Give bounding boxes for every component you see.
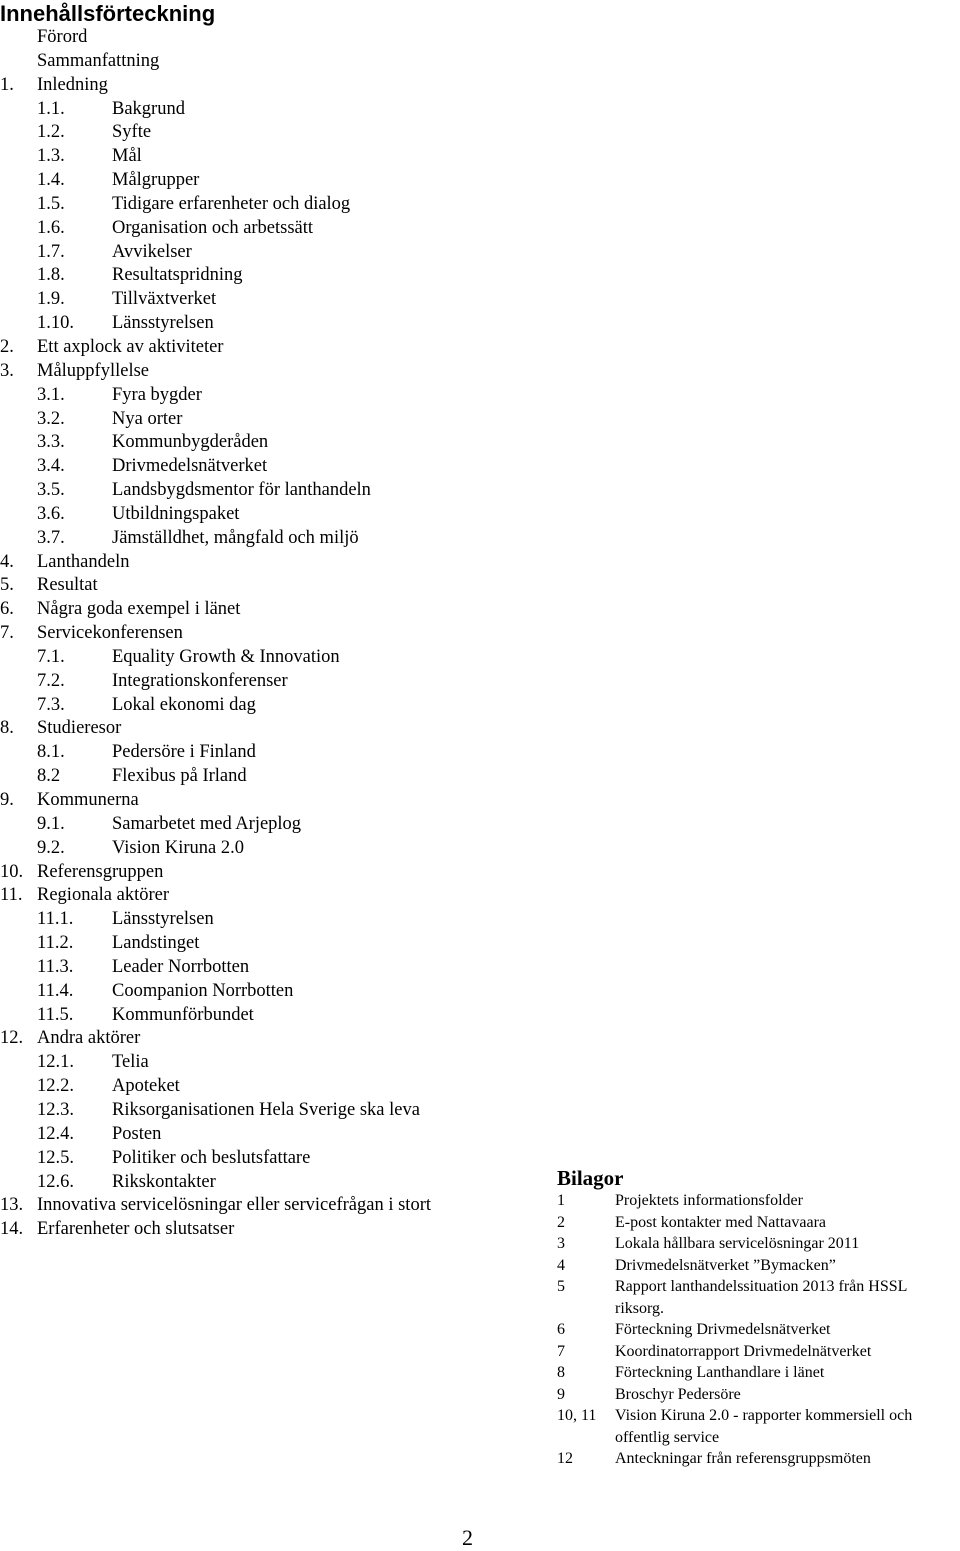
toc-entry-number: 1.6.: [37, 217, 65, 238]
toc-entry: [0, 694, 520, 718]
toc-entry-title: Syfte: [112, 122, 152, 143]
toc-entry-title: Sammanfattning: [37, 50, 160, 71]
toc-entry-title: Leader Norrbotten: [112, 956, 250, 977]
toc-entry-title: Erfarenheter och slutsatser: [37, 1219, 235, 1240]
bilaga-number: 7: [557, 1342, 565, 1360]
toc-entry-number: 3.3.: [37, 432, 65, 453]
bilagor-heading: Bilagor: [557, 1166, 624, 1190]
toc-entry-number: 11.3.: [37, 956, 74, 977]
toc-entry-number: 11.1.: [37, 909, 74, 930]
bilaga-item: [557, 1319, 957, 1341]
toc-entry-number: 12.5.: [37, 1147, 74, 1168]
toc-entry-number: 11.5.: [37, 1004, 74, 1025]
toc-entry: [0, 598, 520, 622]
bilaga-title: Vision Kiruna 2.0 - rapporter kommersiell och offentlig service: [615, 1407, 913, 1446]
toc-entry-title: Riksorganisationen Hela Sverige ska leva: [112, 1099, 420, 1120]
toc-entry: [0, 217, 520, 241]
bilaga-item: [557, 1190, 957, 1212]
toc-entry-number: 3.7.: [37, 527, 65, 548]
toc-entry: [0, 1171, 520, 1195]
toc-entry-title: Inledning: [37, 74, 108, 95]
toc-entry-number: 12.6.: [37, 1171, 74, 1192]
bilaga-title: Förteckning Lanthandlare i länet: [615, 1364, 825, 1381]
bilaga-number: 1: [557, 1192, 565, 1209]
toc-entry: [0, 408, 520, 432]
bilaga-item: [557, 1405, 957, 1448]
toc-entry-number: 1.: [0, 74, 14, 95]
bilaga-title: Projektets informationsfolder: [615, 1192, 803, 1209]
toc-entry: [0, 908, 520, 932]
toc-entry: [0, 574, 520, 598]
bilaga-number: 6: [557, 1321, 565, 1338]
toc-entry-title: Samarbetet med Arjeplog: [112, 813, 302, 834]
bilaga-title: E-post kontakter med Nattavaara: [615, 1213, 827, 1231]
toc-entry-title: Fyra bygder: [112, 384, 202, 405]
toc-entry-title: Landsbygdsmentor för lanthandeln: [112, 480, 371, 501]
bilaga-item: [557, 1255, 957, 1277]
toc-entry-number: 3.4.: [37, 456, 65, 477]
toc-entry: [0, 884, 520, 908]
toc-entry-title: Tillväxtverket: [112, 289, 217, 310]
toc-entry-title: Andra aktörer: [37, 1028, 141, 1049]
toc-entry-number: 12.3.: [37, 1099, 74, 1120]
toc-entry-title: Mål: [112, 146, 142, 167]
toc-entry: [0, 26, 520, 50]
table-of-contents: [0, 26, 520, 1242]
toc-entry-title: Kommunerna: [37, 790, 139, 810]
toc-entry: [0, 717, 520, 741]
toc-entry: [0, 646, 520, 670]
toc-entry: [0, 837, 520, 861]
toc-entry-number: 5.: [0, 575, 14, 596]
toc-entry-number: 12.: [0, 1028, 24, 1049]
toc-entry: [0, 241, 520, 265]
toc-entry: [0, 622, 520, 646]
toc-entry-title: Organisation och arbetssätt: [112, 217, 314, 238]
page-number: 2: [462, 1525, 473, 1550]
toc-entry-title: Servicekonferensen: [37, 623, 183, 644]
toc-entry-number: 2.: [0, 336, 14, 357]
toc-entry-number: 12.1.: [37, 1052, 74, 1073]
toc-entry: [0, 1099, 520, 1123]
toc-entry-number: 8.1.: [37, 742, 65, 763]
toc-entry: [0, 861, 520, 885]
bilaga-title: Anteckningar från referensgruppsmöten: [615, 1450, 871, 1467]
toc-entry: [0, 1123, 520, 1147]
bilaga-number: 5: [557, 1278, 565, 1295]
toc-entry-number: 3.6.: [37, 503, 65, 524]
toc-entry-number: 12.4.: [37, 1123, 74, 1144]
toc-entry: [0, 503, 520, 527]
toc-entry-title: Politiker och beslutsfattare: [112, 1147, 311, 1168]
toc-entry: [0, 670, 520, 694]
toc-entry: [0, 360, 520, 384]
toc-entry-number: 7.2.: [37, 670, 65, 691]
toc-entry-title: Målgrupper: [112, 170, 200, 191]
bilaga-title: Rapport lanthandelssituation 2013 från HSSL riksorg.: [615, 1278, 907, 1317]
toc-entry: [0, 145, 520, 169]
toc-entry-title: Jämställdhet, mångfald och miljö: [112, 527, 359, 548]
toc-entry: [0, 789, 520, 813]
bilaga-title: Koordinatorrapport Drivmedelnätverket: [615, 1342, 872, 1360]
toc-entry: [0, 121, 520, 145]
toc-entry-number: 13.: [0, 1195, 24, 1216]
bilaga-title: Lokala hållbara servicelösningar 2011: [615, 1235, 860, 1252]
toc-entry-title: Lanthandeln: [37, 551, 130, 572]
bilaga-number: 4: [557, 1256, 565, 1274]
toc-entry: [0, 288, 520, 312]
toc-entry-number: 11.4.: [37, 980, 74, 1001]
toc-entry: [0, 169, 520, 193]
bilaga-number: 3: [557, 1235, 565, 1252]
toc-entry-number: 3.1.: [37, 384, 65, 405]
toc-entry: [0, 813, 520, 837]
bilaga-number: 8: [557, 1364, 565, 1381]
toc-entry-title: Länsstyrelsen: [112, 313, 214, 334]
toc-entry-title: Måluppfyllelse: [37, 360, 150, 381]
toc-entry: [0, 551, 520, 575]
toc-entry: [0, 455, 520, 479]
bilaga-item: [557, 1233, 957, 1255]
toc-entry-number: 1.10.: [37, 313, 74, 334]
toc-entry: [0, 527, 520, 551]
toc-entry-number: 6.: [0, 599, 14, 620]
toc-entry-number: 9.: [0, 790, 14, 810]
bilaga-title: Förteckning Drivmedelsnätverket: [615, 1321, 831, 1338]
toc-entry-title: Rikskontakter: [112, 1171, 216, 1192]
toc-entry-title: Pedersöre i Finland: [112, 742, 256, 763]
toc-entry: [0, 98, 520, 122]
toc-entry-title: Studieresor: [37, 718, 122, 739]
toc-entry-title: Några goda exempel i länet: [37, 599, 241, 620]
toc-entry-title: Kommunbygderåden: [112, 432, 269, 453]
toc-entry-number: 9.2.: [37, 837, 65, 858]
toc-entry-number: 1.5.: [37, 193, 65, 214]
toc-entry-number: 1.4.: [37, 170, 65, 191]
toc-entry: [0, 1027, 520, 1051]
toc-entry-title: Länsstyrelsen: [112, 909, 214, 930]
toc-entry: [0, 384, 520, 408]
bilaga-number: 2: [557, 1213, 565, 1231]
toc-entry-number: 1.9.: [37, 289, 65, 310]
toc-entry: [0, 932, 520, 956]
toc-entry-title: Bakgrund: [112, 98, 185, 119]
toc-entry: [0, 193, 520, 217]
toc-entry-title: Posten: [112, 1123, 162, 1144]
toc-entry-title: Equality Growth & Innovation: [112, 646, 340, 667]
toc-entry-number: 11.2.: [37, 933, 74, 954]
toc-entry-number: 8.2: [37, 766, 61, 787]
toc-entry-title: Utbildningspaket: [112, 503, 240, 524]
toc-entry-number: 7.3.: [37, 694, 65, 715]
toc-entry-title: Ett axplock av aktiviteter: [37, 336, 224, 357]
bilaga-number: 12: [557, 1450, 573, 1467]
bilaga-item: [557, 1362, 957, 1384]
toc-entry-title: Coompanion Norrbotten: [112, 980, 294, 1001]
bilaga-item: [557, 1276, 957, 1319]
toc-entry: [0, 74, 520, 98]
bilaga-title: Broschyr Pedersöre: [615, 1385, 741, 1403]
toc-entry: [0, 1147, 520, 1171]
toc-entry: [0, 1075, 520, 1099]
toc-entry: [0, 431, 520, 455]
toc-entry-title: Vision Kiruna 2.0: [112, 837, 244, 858]
toc-entry-number: 1.1.: [37, 98, 65, 119]
toc-entry: [0, 956, 520, 980]
toc-entry-title: Tidigare erfarenheter och dialog: [112, 193, 351, 214]
toc-entry-number: 1.7.: [37, 241, 65, 262]
toc-entry: [0, 741, 520, 765]
toc-entry-number: 14.: [0, 1219, 24, 1240]
bilaga-item: [557, 1448, 957, 1470]
page-title: Innehållsförteckning: [0, 1, 216, 26]
toc-entry-number: 1.2.: [37, 122, 65, 143]
toc-entry-title: Kommunförbundet: [112, 1004, 254, 1025]
toc-entry-title: Resultatspridning: [112, 265, 243, 286]
toc-entry-title: Resultat: [37, 575, 98, 596]
bilagor-list: [557, 1190, 957, 1470]
toc-entry-title: Innovativa servicelösningar eller servicefrågan i stort: [37, 1195, 431, 1216]
toc-entry: [0, 1004, 520, 1028]
toc-entry-number: 3.2.: [37, 408, 65, 429]
toc-entry-number: 9.1.: [37, 813, 65, 834]
toc-entry-title: Nya orter: [112, 408, 183, 429]
toc-entry-number: 1.3.: [37, 146, 65, 167]
toc-entry: [0, 980, 520, 1004]
toc-entry-number: 8.: [0, 718, 14, 739]
toc-entry: [0, 479, 520, 503]
bilaga-item: [557, 1341, 957, 1363]
toc-entry: [0, 264, 520, 288]
toc-entry-title: Förord: [37, 27, 88, 47]
toc-entry: [0, 1194, 520, 1218]
toc-entry-number: 3.5.: [37, 480, 65, 501]
toc-entry-number: 12.2.: [37, 1076, 74, 1097]
toc-entry-number: 11.: [0, 885, 23, 906]
toc-entry-title: Referensgruppen: [37, 861, 164, 882]
toc-entry: [0, 50, 520, 74]
toc-entry-number: 10.: [0, 861, 24, 882]
toc-entry-number: 4.: [0, 551, 14, 572]
toc-entry-number: 3.: [0, 360, 14, 381]
toc-entry: [0, 312, 520, 336]
toc-entry-title: Drivmedelsnätverket: [112, 456, 268, 477]
toc-entry-number: 7.: [0, 623, 14, 644]
toc-entry-title: Landstinget: [112, 933, 200, 954]
toc-entry-title: Telia: [112, 1052, 149, 1073]
bilaga-item: [557, 1384, 957, 1406]
toc-entry-title: Apoteket: [112, 1076, 180, 1097]
toc-entry: [0, 765, 520, 789]
toc-entry-title: Flexibus på Irland: [112, 766, 247, 787]
toc-entry: [0, 1218, 520, 1242]
bilaga-number: 9: [557, 1385, 565, 1403]
toc-entry: [0, 336, 520, 360]
bilaga-item: [557, 1212, 957, 1234]
toc-entry-title: Avvikelser: [112, 241, 192, 262]
toc-entry-title: Integrationskonferenser: [112, 670, 288, 691]
toc-entry-number: 7.1.: [37, 646, 65, 667]
toc-entry-number: 1.8.: [37, 265, 65, 286]
toc-entry-title: Regionala aktörer: [37, 885, 170, 906]
bilaga-number: 10, 11: [557, 1407, 597, 1424]
toc-entry: [0, 1051, 520, 1075]
toc-entry-title: Lokal ekonomi dag: [112, 694, 256, 715]
bilaga-title: Drivmedelsnätverket ”Bymacken”: [615, 1256, 836, 1274]
